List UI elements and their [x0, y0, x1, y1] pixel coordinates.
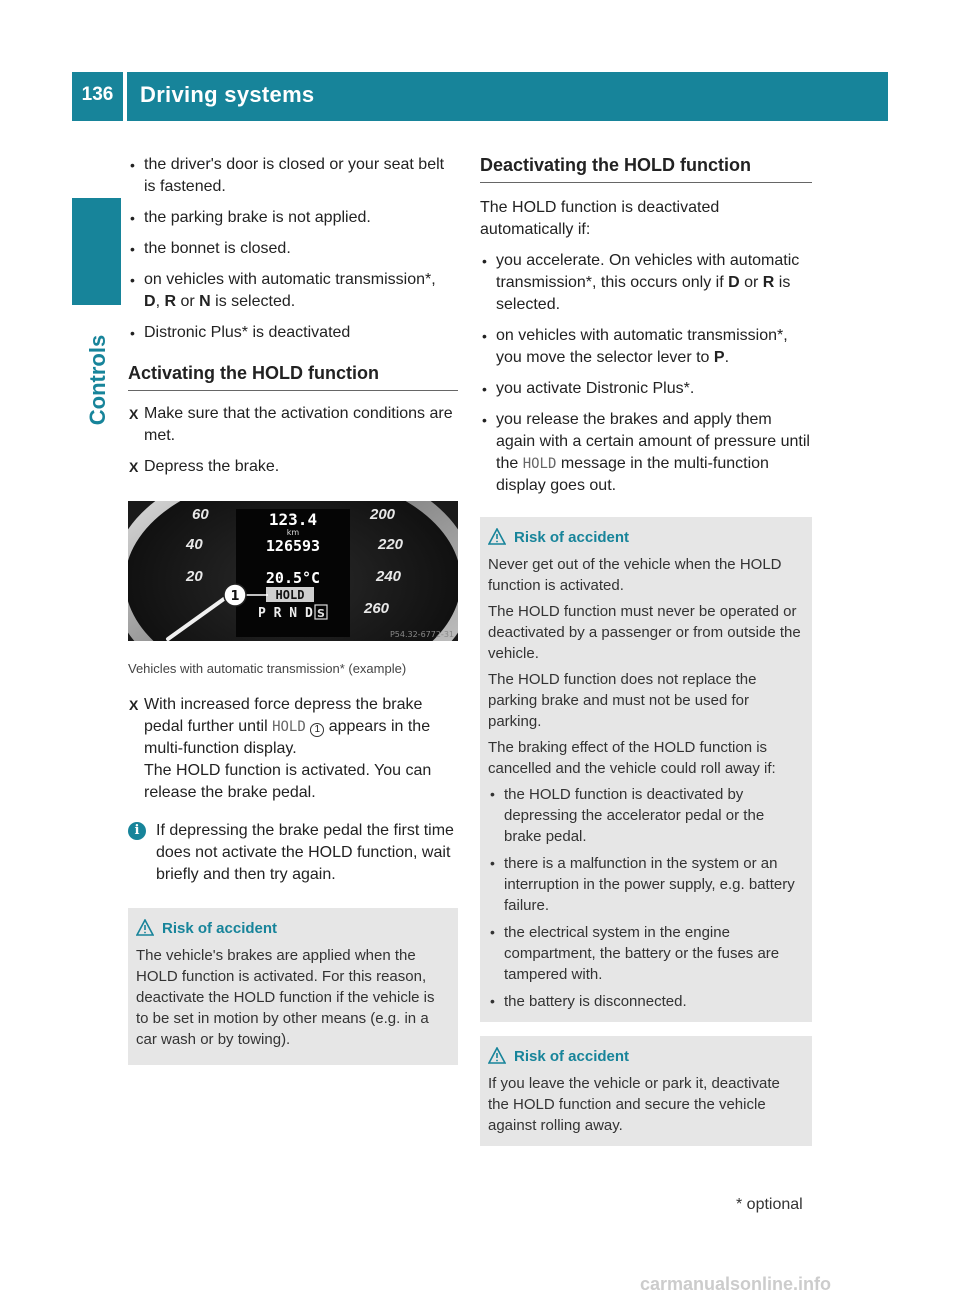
warning-text: Never get out of the vehicle when the HOLD function is activated. [488, 556, 782, 594]
warning-box [480, 517, 812, 1022]
list-item: • the bonnet is closed. [130, 240, 291, 257]
warning-box [128, 908, 458, 1065]
warning-triangle-icon [488, 1047, 506, 1064]
speed-260: 260 [364, 600, 390, 617]
speed-220: 220 [378, 536, 404, 553]
hold-indicator: HOLD [275, 588, 305, 602]
callout-1: 1 [230, 589, 240, 604]
list-item: • the parking brake is not applied. [130, 209, 371, 226]
temperature-readout: 20.5°C [265, 569, 321, 587]
gear-indicator: P R N D [258, 606, 313, 621]
warning-text: The HOLD function must never be operated or deactivated by a passenger or from outside the vehicle. [488, 603, 801, 662]
intro-text: The HOLD function is deactivated automatically if: [480, 199, 720, 238]
trip-readout: 123.4 [268, 510, 318, 529]
km-label: km [286, 528, 300, 537]
section-heading-activating: Activating the HOLD function [128, 362, 458, 391]
list-item: • the HOLD function is deactivated by depressing the accelerator pedal or the brake pedal. [490, 786, 765, 845]
list-item: • the driver's door is closed or your seat belt is fastened. [130, 156, 445, 195]
speed-240: 240 [376, 568, 402, 585]
section-heading-deactivating: Deactivating the HOLD function [480, 154, 812, 183]
warning-title: Risk of accident [488, 1046, 804, 1067]
list-item: • you accelerate. On vehicles with automatic transmission*, this occurs only if D or R is selected. [482, 252, 800, 313]
side-tab [75, 325, 121, 435]
warning-box [480, 1036, 812, 1146]
step-item: X Depress the brake. [129, 458, 280, 475]
info-icon: i [128, 822, 146, 840]
list-item: • you release the brakes and apply them again with a certain amount of pressure until the HOLD message in the multi-function display goes out. [482, 411, 810, 494]
warning-triangle-icon [136, 919, 154, 936]
warning-triangle-icon [488, 528, 506, 545]
side-tab-marker [72, 198, 121, 305]
odometer-readout: 126593 [265, 537, 321, 555]
step-item: X With increased force depress the brake pedal further until HOLD 1 appears in the multi-function display. The HOLD function is activated. You can release the brake pedal. [129, 696, 432, 801]
speed-60: 60 [192, 506, 209, 523]
list-item: • Distronic Plus* is deactivated [130, 324, 351, 341]
warning-text: The HOLD function does not replace the parking brake and must not be used for parking. [488, 671, 757, 730]
instrument-cluster-photo [128, 501, 458, 641]
warning-text: The braking effect of the HOLD function is cancelled and the vehicle could roll away if: [488, 739, 776, 777]
watermark: carmanualsonline.info [640, 1274, 832, 1294]
page-number: 136 [81, 84, 114, 105]
list-item: • on vehicles with automatic transmission*, you move the selector lever to P. [482, 327, 788, 366]
speed-20: 20 [186, 568, 203, 585]
side-tab-label: Controls [85, 334, 110, 426]
left-column [128, 154, 458, 1065]
step-item: X Make sure that the activation conditions are met. [129, 405, 453, 444]
list-item: • you activate Distronic Plus*. [482, 380, 695, 397]
list-item: • there is a malfunction in the system or an interruption in the power supply, e.g. battery failure. [490, 855, 795, 914]
image-caption: Vehicles with automatic transmission* (example) [128, 661, 407, 676]
warning-text: The vehicle's brakes are applied when the HOLD function is activated. For this reason, deactivate the HOLD function if the vehicle is to be set in motion by other means (e.g. in a car wash or by towing). [136, 947, 435, 1048]
warning-title: Risk of accident [488, 527, 804, 548]
footnote: * optional [736, 1196, 803, 1213]
info-note: i If depressing the brake pedal the first time does not activate the HOLD function, wait briefly and then try again. [128, 820, 458, 886]
gear-s-indicator: S [317, 607, 325, 620]
right-column [480, 154, 812, 1146]
speed-200: 200 [370, 506, 396, 523]
list-item: • the battery is disconnected. [490, 993, 687, 1010]
warning-title: Risk of accident [136, 918, 450, 939]
image-code: P54.32-6772-31 [389, 630, 454, 639]
speed-40: 40 [186, 536, 203, 553]
header-divider [123, 72, 127, 121]
warning-text: If you leave the vehicle or park it, deactivate the HOLD function and secure the vehicle against rolling away. [488, 1075, 780, 1134]
page-title: Driving systems [140, 82, 315, 107]
list-item: • the electrical system in the engine compartment, the battery or the fuses are tampered with. [490, 924, 780, 983]
list-item: • on vehicles with automatic transmission*, D, R or N is selected. [130, 271, 436, 310]
